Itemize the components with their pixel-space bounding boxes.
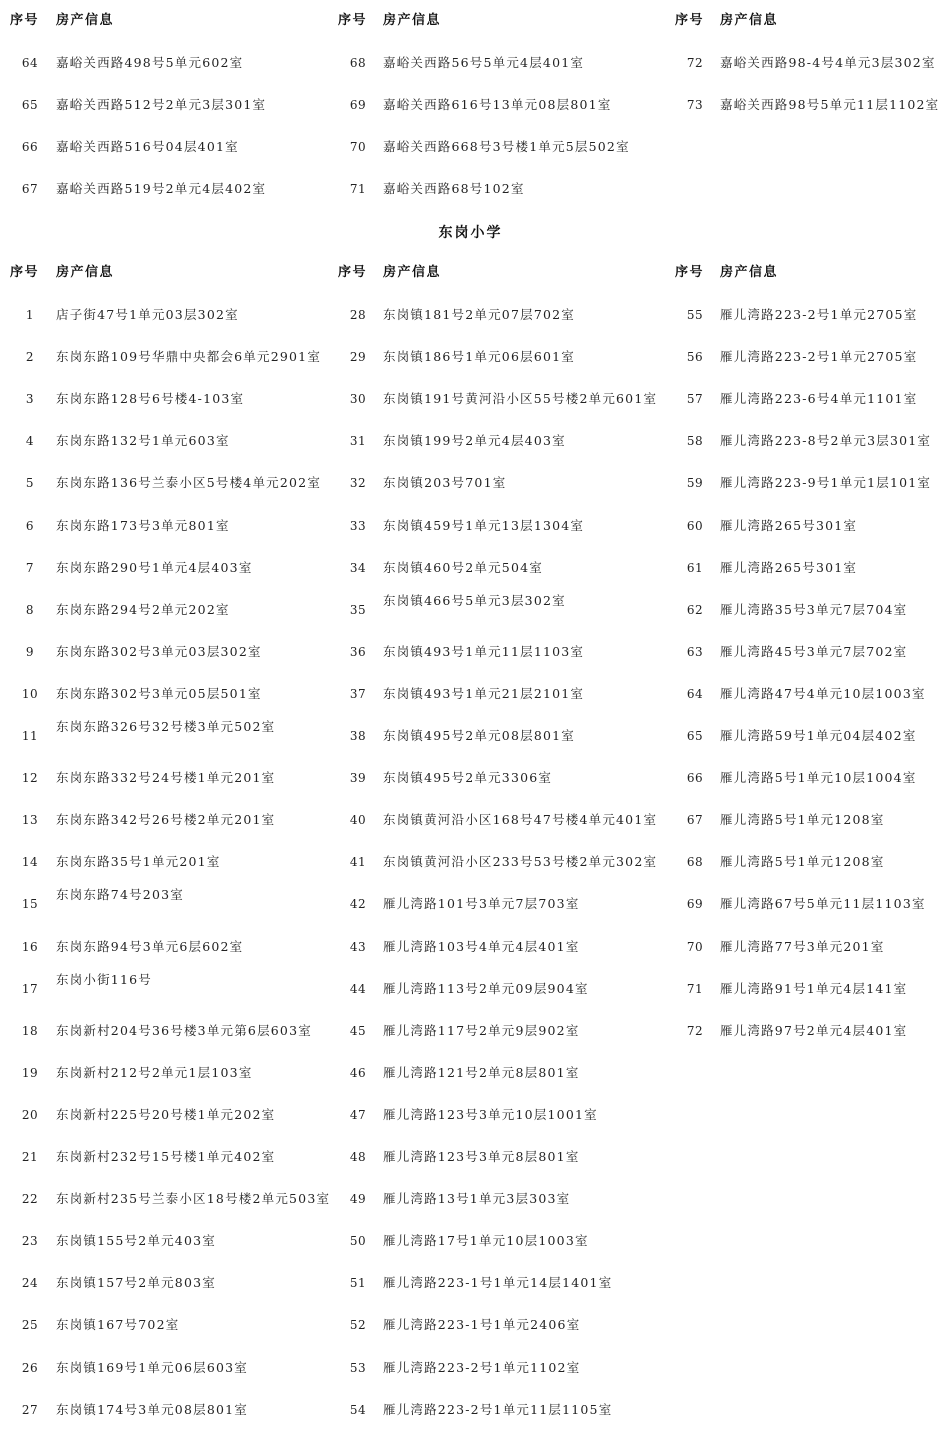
row-number: 62 — [686, 602, 704, 617]
property-info: 东岗镇191号黄河沿小区55号楼2单元601室 — [383, 391, 658, 407]
row-number: 65 — [686, 729, 704, 743]
row-number: 38 — [349, 729, 367, 743]
row-number: 27 — [21, 1402, 39, 1417]
property-info: 东岗东路136号兰泰小区5号楼4单元202室 — [56, 475, 322, 491]
table-row — [0, 336, 941, 378]
table-row — [0, 673, 941, 715]
row-number: 56 — [686, 350, 704, 365]
row-number: 21 — [21, 1150, 39, 1164]
property-info: 东岗镇459号1单元13层1304室 — [383, 517, 585, 533]
table-row — [0, 84, 941, 126]
property-info: 东岗东路326号32号楼3单元502室 — [56, 719, 276, 734]
property-info: 雁儿湾路123号3单元8层801室 — [383, 1149, 580, 1164]
row-number: 23 — [21, 1234, 39, 1249]
row-number: 63 — [686, 644, 704, 659]
row-number: 58 — [686, 434, 704, 449]
table-row — [0, 589, 941, 631]
table-row — [0, 1052, 941, 1094]
row-number: 16 — [21, 939, 39, 954]
property-info: 东岗东路109号华鼎中央都会6单元2901室 — [56, 349, 322, 365]
property-info: 东岗镇466号5单元3层302室 — [383, 592, 566, 608]
header-num: 序号 — [338, 265, 368, 280]
property-info: 东岗新村225号20号楼1单元202室 — [56, 1106, 276, 1122]
property-info: 东岗镇155号2单元403室 — [56, 1233, 216, 1249]
table-row — [0, 126, 941, 168]
table-row — [0, 1262, 941, 1304]
property-info: 雁儿湾路223-8号2单元3层301室 — [720, 433, 932, 449]
property-info: 雁儿湾路223-1号1单元14层1401室 — [383, 1275, 613, 1291]
property-info: 雁儿湾路223-2号1单元1102室 — [383, 1359, 581, 1375]
row-number: 72 — [686, 56, 704, 70]
property-info: 雁儿湾路113号2单元09层904室 — [383, 980, 589, 996]
property-info: 东岗东路290号1单元4层403室 — [56, 559, 253, 575]
property-info: 东岗镇169号1单元06层603室 — [56, 1359, 248, 1375]
header-info: 房产信息 — [383, 265, 442, 280]
header-info: 房产信息 — [720, 13, 779, 28]
property-info: 东岗东路342号26号楼2单元201室 — [56, 812, 276, 828]
property-info: 嘉峪关西路668号3号楼1单元5层502室 — [383, 139, 630, 155]
table-row — [0, 883, 941, 925]
row-number: 1 — [25, 308, 35, 322]
row-number: 13 — [21, 813, 39, 828]
row-number: 68 — [349, 56, 367, 70]
row-number: 66 — [21, 140, 39, 155]
table-row — [0, 462, 941, 504]
property-info: 东岗镇181号2单元07层702室 — [383, 307, 575, 322]
row-number: 69 — [349, 98, 367, 113]
row-number: 54 — [349, 1402, 367, 1417]
property-info: 嘉峪关西路512号2单元3层301室 — [56, 97, 267, 113]
row-number: 42 — [349, 897, 367, 912]
property-info: 东岗东路74号203室 — [56, 887, 184, 903]
row-number: 3 — [25, 392, 35, 407]
table-row — [0, 757, 941, 799]
row-number: 26 — [21, 1360, 39, 1375]
table-row — [0, 294, 941, 336]
property-info: 雁儿湾路5号1单元1208室 — [720, 854, 885, 870]
header-info: 房产信息 — [56, 13, 115, 28]
row-number: 41 — [349, 855, 367, 870]
property-info: 雁儿湾路45号3单元7层702室 — [720, 643, 908, 659]
property-info: 东岗镇157号2单元803室 — [56, 1275, 216, 1291]
row-number: 18 — [21, 1023, 39, 1038]
table-row — [0, 1010, 941, 1052]
property-info: 东岗新村232号15号楼1单元402室 — [56, 1149, 276, 1164]
row-number: 49 — [349, 1192, 367, 1207]
property-info: 东岗东路94号3单元6层602室 — [56, 938, 244, 954]
property-info: 雁儿湾路5号1单元10层1004室 — [720, 770, 917, 786]
property-info: 东岗新村204号36号楼3单元第6层603室 — [56, 1022, 312, 1038]
property-info: 嘉峪关西路98号5单元11层1102室 — [720, 97, 940, 113]
table-row — [0, 1304, 941, 1346]
property-info: 雁儿湾路223-2号1单元2705室 — [720, 307, 918, 322]
property-info: 东岗镇186号1单元06层601室 — [383, 349, 575, 365]
property-info: 雁儿湾路97号2单元4层401室 — [720, 1022, 908, 1038]
property-info: 雁儿湾路265号301室 — [720, 559, 858, 575]
property-info: 雁儿湾路223-6号4单元1101室 — [720, 391, 918, 407]
property-info: 嘉峪关西路516号04层401室 — [56, 139, 239, 155]
property-info: 东岗镇493号1单元21层2101室 — [383, 685, 585, 701]
row-number: 7 — [25, 560, 35, 575]
property-info: 东岗镇167号702室 — [56, 1317, 180, 1333]
row-number: 14 — [21, 855, 39, 870]
property-info: 东岗东路332号24号楼1单元201室 — [56, 770, 276, 786]
row-number: 70 — [349, 140, 367, 155]
property-info: 雁儿湾路223-2号1单元11层1105室 — [383, 1401, 613, 1417]
table-row — [0, 547, 941, 589]
property-info: 店子街47号1单元03层302室 — [56, 307, 239, 322]
row-number: 65 — [21, 98, 39, 113]
row-number: 17 — [21, 981, 39, 996]
section-title: 东岗小学 — [438, 225, 503, 241]
property-info: 东岗镇495号2单元08层801室 — [383, 728, 575, 743]
property-info: 雁儿湾路67号5单元11层1103室 — [720, 896, 926, 912]
header-info: 房产信息 — [383, 13, 442, 28]
property-info: 东岗东路173号3单元801室 — [56, 517, 230, 533]
header-num: 序号 — [338, 13, 368, 28]
table-row — [0, 1178, 941, 1220]
table-row — [0, 1136, 941, 1178]
property-info: 嘉峪关西路498号5单元602室 — [56, 55, 244, 70]
table-row — [0, 42, 941, 84]
row-number: 45 — [349, 1023, 367, 1038]
property-info: 雁儿湾路223-1号1单元2406室 — [383, 1317, 581, 1333]
row-number: 25 — [21, 1318, 39, 1333]
table-row — [0, 799, 941, 841]
row-number: 35 — [349, 602, 367, 617]
property-info: 雁儿湾路223-9号1单元1层101室 — [720, 475, 932, 491]
property-info: 雁儿湾路117号2单元9层902室 — [383, 1022, 580, 1038]
property-info: 东岗镇黄河沿小区168号47号楼4单元401室 — [383, 812, 658, 828]
row-number: 29 — [349, 350, 367, 365]
property-info: 东岗镇203号701室 — [383, 475, 507, 491]
row-number: 31 — [349, 434, 367, 449]
row-number: 72 — [686, 1023, 704, 1038]
property-info: 雁儿湾路101号3单元7层703室 — [383, 896, 580, 912]
table-row — [0, 1220, 941, 1262]
property-info: 东岗东路35号1单元201室 — [56, 854, 221, 870]
property-info: 东岗东路302号3单元05层501室 — [56, 685, 262, 701]
property-info: 嘉峪关西路68号102室 — [383, 181, 525, 197]
property-info: 雁儿湾路5号1单元1208室 — [720, 812, 885, 828]
property-info: 嘉峪关西路98-4号4单元3层302室 — [720, 55, 936, 70]
table-row — [0, 420, 941, 462]
header-num: 序号 — [675, 13, 705, 28]
row-number: 19 — [21, 1065, 39, 1080]
table-row — [0, 1347, 941, 1389]
row-number: 46 — [349, 1065, 367, 1080]
row-number: 5 — [25, 476, 35, 491]
property-info: 东岗镇199号2单元4层403室 — [383, 433, 566, 449]
row-number: 73 — [686, 98, 704, 113]
property-info: 东岗镇黄河沿小区233号53号楼2单元302室 — [383, 854, 658, 870]
table-row — [0, 1094, 941, 1136]
property-info: 东岗小街116号 — [56, 971, 152, 987]
row-number: 20 — [21, 1107, 39, 1122]
property-info: 东岗东路132号1单元603室 — [56, 433, 230, 449]
property-info: 嘉峪关西路519号2单元4层402室 — [56, 181, 267, 197]
row-number: 28 — [349, 308, 367, 322]
property-info: 嘉峪关西路56号5单元4层401室 — [383, 55, 585, 70]
row-number: 70 — [686, 939, 704, 954]
row-number: 50 — [349, 1234, 367, 1249]
row-number: 39 — [349, 771, 367, 786]
table-row — [0, 926, 941, 968]
table-header-row — [0, 0, 941, 42]
property-info: 雁儿湾路91号1单元4层141室 — [720, 980, 908, 996]
property-info: 东岗镇460号2单元504室 — [383, 559, 543, 575]
row-number: 36 — [349, 644, 367, 659]
header-num: 序号 — [10, 13, 40, 28]
table-row — [0, 505, 941, 547]
header-num: 序号 — [10, 265, 40, 280]
row-number: 11 — [21, 729, 39, 743]
table-row — [0, 968, 941, 1010]
property-info: 东岗东路128号6号楼4-103室 — [56, 391, 245, 407]
row-number: 22 — [21, 1192, 39, 1207]
property-info: 东岗新村235号兰泰小区18号楼2单元503室 — [56, 1191, 331, 1207]
property-info: 东岗东路302号3单元03层302室 — [56, 643, 262, 659]
property-info: 东岗东路294号2单元202室 — [56, 601, 230, 617]
property-info: 东岗镇174号3单元08层801室 — [56, 1401, 248, 1417]
table-row — [0, 631, 941, 673]
row-number: 24 — [21, 1276, 39, 1291]
row-number: 8 — [25, 602, 35, 617]
row-number: 64 — [21, 56, 39, 70]
table-row — [0, 841, 941, 883]
row-number: 61 — [686, 560, 704, 575]
row-number: 15 — [21, 897, 39, 912]
property-info: 嘉峪关西路616号13单元08层801室 — [383, 97, 612, 113]
table-row — [0, 1389, 941, 1431]
row-number: 2 — [25, 350, 35, 365]
row-number: 55 — [686, 308, 704, 322]
row-number: 33 — [349, 518, 367, 533]
row-number: 67 — [686, 813, 704, 828]
property-info: 雁儿湾路265号301室 — [720, 517, 858, 533]
property-info: 雁儿湾路35号3单元7层704室 — [720, 601, 908, 617]
row-number: 34 — [349, 560, 367, 575]
property-info: 雁儿湾路223-2号1单元2705室 — [720, 349, 918, 365]
header-info: 房产信息 — [720, 265, 779, 280]
property-info: 东岗镇493号1单元11层1103室 — [383, 643, 585, 659]
table-row — [0, 715, 941, 757]
property-info: 雁儿湾路17号1单元10层1003室 — [383, 1233, 589, 1249]
row-number: 37 — [349, 686, 367, 701]
table-row — [0, 168, 941, 210]
row-number: 71 — [686, 981, 704, 996]
row-number: 51 — [349, 1276, 367, 1291]
row-number: 64 — [686, 686, 704, 701]
property-info: 雁儿湾路77号3单元201室 — [720, 938, 885, 954]
row-number: 48 — [349, 1150, 367, 1164]
row-number: 6 — [25, 518, 35, 533]
row-number: 40 — [349, 813, 367, 828]
row-number: 71 — [349, 182, 367, 197]
row-number: 67 — [21, 182, 39, 197]
row-number: 68 — [686, 855, 704, 870]
row-number: 44 — [349, 981, 367, 996]
property-info: 雁儿湾路123号3单元10层1001室 — [383, 1106, 598, 1122]
row-number: 60 — [686, 518, 704, 533]
table-header-row — [0, 252, 941, 294]
table-row — [0, 378, 941, 420]
property-info: 雁儿湾路13号1单元3层303室 — [383, 1191, 571, 1207]
row-number: 69 — [686, 897, 704, 912]
row-number: 4 — [25, 434, 35, 449]
row-number: 30 — [349, 392, 367, 407]
row-number: 10 — [21, 686, 39, 701]
row-number: 59 — [686, 476, 704, 491]
row-number: 9 — [25, 644, 35, 659]
property-info: 东岗新村212号2单元1层103室 — [56, 1064, 253, 1080]
row-number: 47 — [349, 1107, 367, 1122]
row-number: 52 — [349, 1318, 367, 1333]
header-num: 序号 — [675, 265, 705, 280]
row-number: 32 — [349, 476, 367, 491]
row-number: 43 — [349, 939, 367, 954]
property-info: 雁儿湾路47号4单元10层1003室 — [720, 685, 926, 701]
property-info: 雁儿湾路103号4单元4层401室 — [383, 938, 580, 954]
header-info: 房产信息 — [56, 265, 115, 280]
row-number: 12 — [21, 771, 39, 786]
property-info: 东岗镇495号2单元3306室 — [383, 770, 553, 786]
row-number: 57 — [686, 392, 704, 407]
property-info: 雁儿湾路59号1单元04层402室 — [720, 728, 917, 743]
row-number: 66 — [686, 771, 704, 786]
property-info: 雁儿湾路121号2单元8层801室 — [383, 1064, 580, 1080]
row-number: 53 — [349, 1360, 367, 1375]
